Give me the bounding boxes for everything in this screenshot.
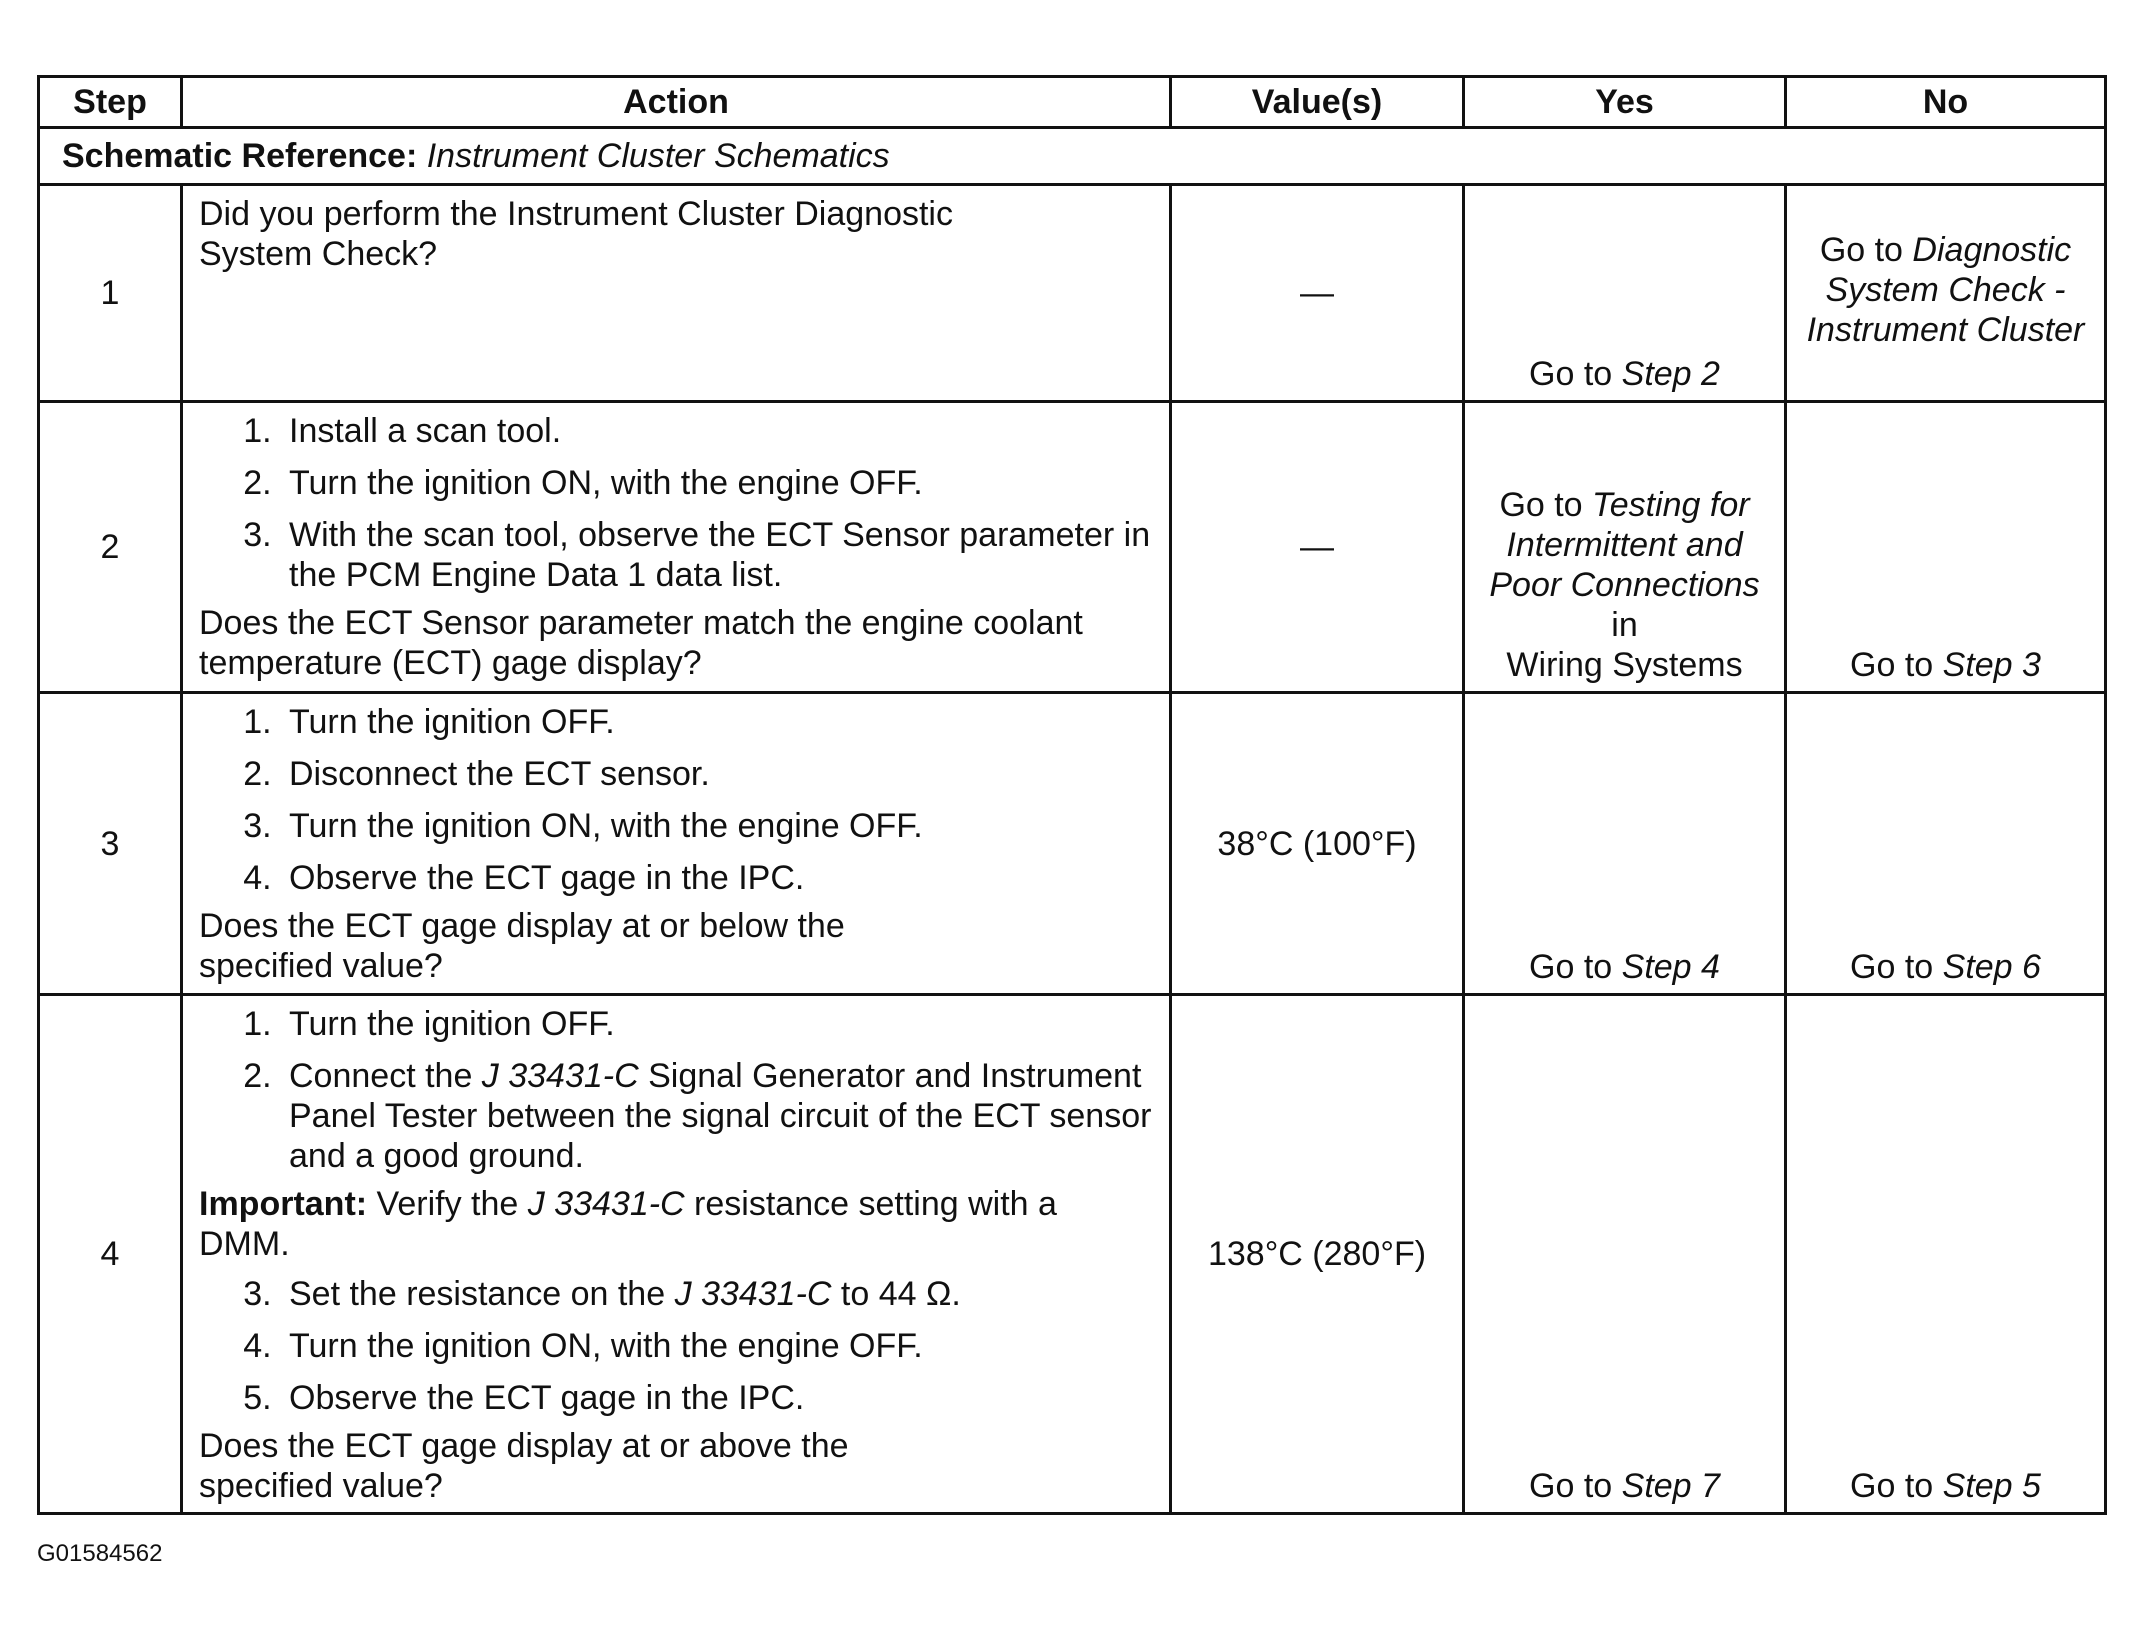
value-cell: 138°C (280°F) (1171, 995, 1464, 1514)
no-link: Step 5 (1942, 1467, 2041, 1505)
no-link: Diagnostic System Check - Instrument Cluster (1806, 231, 2085, 349)
yes-cell (1464, 185, 1786, 402)
step-number: 1 (39, 185, 182, 402)
action-item: 5. Observe the ECT gage in the IPC. (281, 1378, 1153, 1418)
yes-prefix: Go to (1529, 1467, 1622, 1505)
action-item: 4. Observe the ECT gage in the IPC. (281, 858, 1153, 898)
header-no: No (1786, 77, 2106, 128)
yes-prefix: Go to (1529, 355, 1622, 393)
yes-cell (1464, 995, 1786, 1514)
yes-cell (1464, 693, 1786, 995)
yes-prefix: Go to (1529, 948, 1622, 986)
action-text: Set the resistance on the (289, 1275, 675, 1313)
step-row-4 (39, 995, 2106, 1514)
step-row-3 (39, 693, 2106, 995)
yes-cell (1464, 402, 1786, 693)
schematic-reference-label: Schematic Reference: (62, 137, 418, 175)
step-number: 3 (39, 693, 182, 995)
action-list (199, 702, 1153, 898)
action-cell (182, 402, 1171, 693)
action-text: to 44 Ω. (831, 1275, 961, 1313)
yes-mid: in (1611, 606, 1638, 644)
yes-link: Step 4 (1621, 948, 1720, 986)
step-row-2 (39, 402, 2106, 693)
important-note (199, 1184, 1153, 1264)
yes-suffix: Wiring Systems (1506, 646, 1743, 684)
action-item: 3. Turn the ignition ON, with the engine OFF. (281, 806, 1153, 846)
no-cell (1786, 185, 2106, 402)
action-item: 2. Disconnect the ECT sensor. (281, 754, 1153, 794)
no-cell (1786, 402, 2106, 693)
action-question: Does the ECT gage display at or below the specified value? (199, 907, 845, 985)
action-list (199, 1274, 1153, 1418)
no-prefix: Go to (1850, 1467, 1943, 1505)
no-link: Step 6 (1942, 948, 2041, 986)
schematic-reference-link: Instrument Cluster Schematics (426, 137, 890, 175)
action-item (281, 1056, 1153, 1176)
important-text: resistance setting with a DMM. (199, 1185, 1057, 1263)
yes-link: Testing for Intermittent and Poor Connections (1489, 486, 1760, 604)
step-number: 2 (39, 402, 182, 693)
header-action: Action (182, 77, 1171, 128)
action-question: Does the ECT gage display at or above the specified value? (199, 1427, 849, 1505)
action-item (281, 1274, 1153, 1314)
schematic-reference (39, 128, 2106, 185)
header-yes: Yes (1464, 77, 1786, 128)
action-question: Does the ECT Sensor parameter match the engine coolant temperature (ECT) gage display? (199, 604, 1083, 682)
action-cell (182, 995, 1171, 1514)
action-item: 2. Turn the ignition ON, with the engine OFF. (281, 463, 1153, 503)
action-item: 3. With the scan tool, observe the ECT Sensor parameter in the PCM Engine Data 1 data list. (281, 515, 1153, 595)
header-values: Value(s) (1171, 77, 1464, 128)
no-cell (1786, 693, 2106, 995)
yes-prefix: Go to (1499, 486, 1593, 524)
tool-name: J 33431-C (481, 1057, 639, 1095)
yes-link: Step 2 (1621, 355, 1720, 393)
important-text: Verify the (367, 1185, 528, 1223)
step-row-1 (39, 185, 2106, 402)
tool-name: J 33431-C (674, 1275, 832, 1313)
action-cell (182, 693, 1171, 995)
action-item: 1. Turn the ignition OFF. (281, 702, 1153, 742)
action-cell (182, 185, 1171, 402)
no-prefix: Go to (1819, 231, 1913, 269)
action-item: 1. Turn the ignition OFF. (281, 1004, 1153, 1044)
no-cell (1786, 995, 2106, 1514)
no-link: Step 3 (1942, 646, 2041, 684)
action-item: 4. Turn the ignition ON, with the engine OFF. (281, 1326, 1153, 1366)
figure-id: G01584562 (37, 1540, 163, 1567)
action-list (199, 411, 1153, 595)
header-row (39, 77, 2106, 128)
schematic-reference-row (39, 128, 2106, 185)
step-number: 4 (39, 995, 182, 1514)
diagnostic-table (37, 75, 2107, 1515)
no-prefix: Go to (1850, 646, 1943, 684)
action-item: 1. Install a scan tool. (281, 411, 1153, 451)
action-list (199, 1004, 1153, 1176)
action-text: Connect the (289, 1057, 482, 1095)
value-cell: 38°C (100°F) (1171, 693, 1464, 995)
value-cell: — (1171, 185, 1464, 402)
yes-link: Step 7 (1621, 1467, 1720, 1505)
action-text: Signal Generator and Instrument Panel Tester between the signal circuit of the ECT sensor and a good ground. (289, 1057, 1152, 1175)
tool-name: J 33431-C (527, 1185, 685, 1223)
action-question: Did you perform the Instrument Cluster Diagnostic System Check? (199, 195, 953, 273)
important-label: Important: (199, 1185, 368, 1223)
no-prefix: Go to (1850, 948, 1943, 986)
value-cell: — (1171, 402, 1464, 693)
header-step: Step (39, 77, 182, 128)
